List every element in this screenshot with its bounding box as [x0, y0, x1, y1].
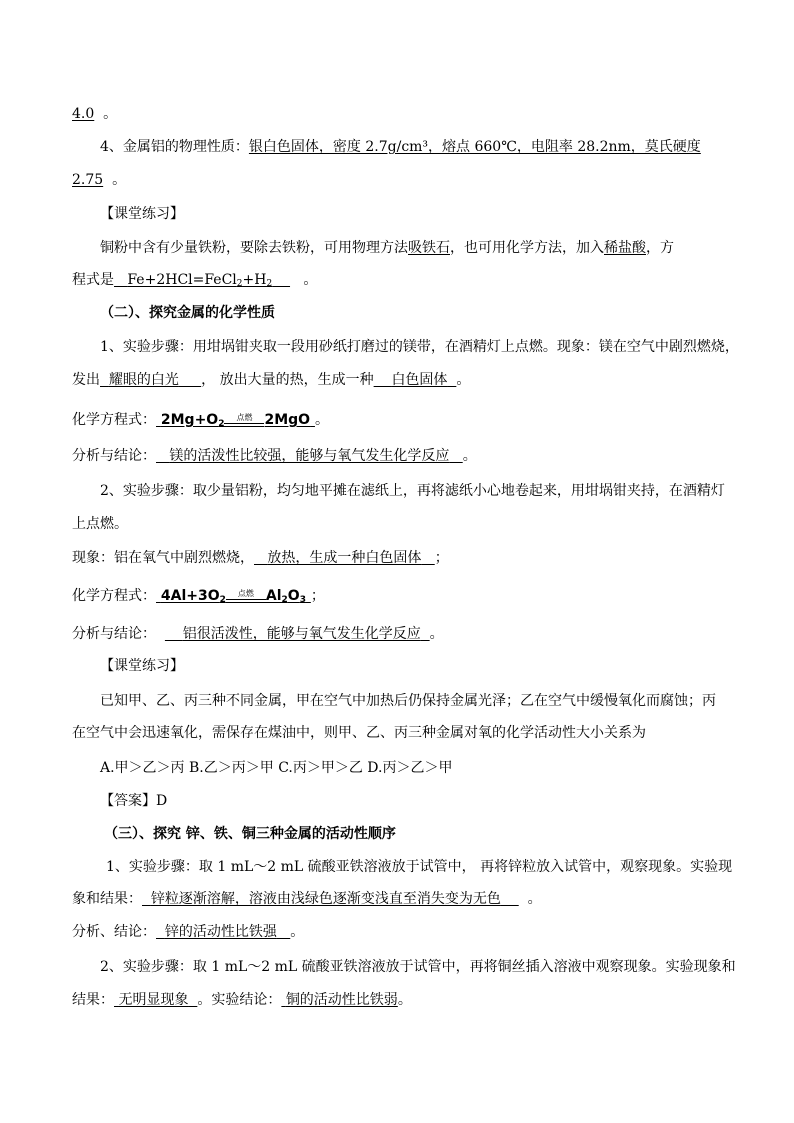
- answer-blank: $Fe+2HCl=FeCl_2+H_2$: [127, 272, 273, 289]
- answer-blank: 吸铁石: [408, 240, 450, 256]
- line-hardness-end: 2.75 。: [72, 172, 127, 188]
- section-heading-2: （二）、探究金属的化学性质: [100, 305, 275, 321]
- answer-blank: 镁的活泼性比较强，能够与氧气发生化学反应: [169, 448, 450, 464]
- answer-blank: 白色固体: [391, 372, 448, 388]
- line-equation-fe: 程式是 $Fe+2HCl=FeCl_2+H_2$ 。: [72, 272, 318, 289]
- line-al-phenomenon: 现象：铝在氧气中剧烈燃烧， 放热，生成一种白色固体 ；: [72, 550, 449, 566]
- line-zn-result: 象和结果： 锌粒逐渐溶解，溶液由浅绿色逐渐变浅直至消失变为无色 。: [72, 891, 542, 907]
- line-aluminum-properties: 4、金属铝的物理性质：银白色固体，密度 2.7g/cm³，熔点 660℃，电阻率 28.2nm，莫氏硬度: [100, 139, 701, 155]
- line-zn-step: 1、实验步骤：取 1 mL～2 mL 硫酸亚铁溶液放于试管中， 再将锌粒放入试管中，观察现象。实验现: [106, 859, 733, 875]
- practice-heading: 【课堂练习】: [100, 206, 184, 222]
- answer-blank: 4.0: [72, 106, 95, 122]
- answer-blank: 银白色固体，密度 2.7g/cm³，熔点 660℃，电阻率 28.2nm，莫氏硬度: [248, 139, 701, 155]
- line-al-conclusion: 分析与结论： 铝很活泼性，能够与氧气发生化学反应 。: [72, 626, 444, 642]
- answer-blank: 稀盐酸: [604, 240, 646, 256]
- line-question: 已知甲、乙、丙三种不同金属，甲在空气中加热后仍保持金属光泽；乙在空气中缓慢氧化而腐蚀；丙: [100, 693, 716, 709]
- line-mg-equation: 化学方程式： $2Mg+O_2$ 点燃 2MgO 。: [72, 410, 732, 434]
- line-hardness-value: 4.0 。: [72, 106, 118, 122]
- reaction-arrow: 点燃: [224, 414, 264, 434]
- line-cu-result: 结果： 无明显现象 。实验结论： 铜的活动性比铁弱。: [72, 992, 412, 1008]
- answer-blank: 锌粒逐渐溶解，溶液由浅绿色逐渐变浅直至消失变为无色: [150, 891, 501, 907]
- answer-blank: 2.75: [72, 172, 104, 188]
- answer-blank: 无明显现象: [118, 992, 189, 1008]
- line-cu-step: 2、实验步骤：取 1 mL～2 mL 硫酸亚铁溶液放于试管中，再将铜丝插入溶液中观察现象。实验现象和: [100, 959, 736, 975]
- answer-blank: 铜的活动性比铁弱: [285, 992, 398, 1008]
- line-options: A.甲＞乙＞丙 B.乙＞丙＞甲 C.丙＞甲＞乙 D.丙＞乙＞甲: [100, 760, 453, 776]
- line-al-step-cont: 上点燃。: [72, 516, 128, 532]
- answer-blank: $4Al+3O_2$ 点燃 $Al_2O_3$: [156, 588, 311, 604]
- answer-blank: 耀眼的白光: [108, 372, 179, 388]
- answer-blank: $2Mg+O_2$ 点燃 2MgO: [156, 412, 315, 428]
- reaction-arrow: 点燃: [226, 590, 266, 610]
- line-mg-result: 发出 耀眼的白光 ， 放出大量的热，生成一种 白色固体 。: [72, 372, 471, 388]
- section-heading-3: （三）、探究 锌、铁、铜三种金属的活动性顺序: [104, 826, 396, 842]
- line-mg-conclusion: 分析与结论： 镁的活泼性比较强，能够与氧气发生化学反应 。: [72, 448, 477, 464]
- line-answer: 【答案】D: [100, 793, 168, 809]
- line-copper-iron: 铜粉中含有少量铁粉，要除去铁粉，可用物理方法吸铁石，也可用化学方法，加入稀盐酸，方: [100, 240, 674, 256]
- answer-blank: 放热，生成一种白色固体: [267, 550, 422, 566]
- line-question-cont: 在空气中会迅速氧化，需保存在煤油中，则甲、乙、丙三种金属对氧的化学活动性大小关系为: [72, 725, 646, 741]
- practice-heading: 【课堂练习】: [100, 658, 184, 674]
- answer-blank: 铝很活泼性，能够与氧气发生化学反应: [182, 626, 421, 642]
- line-zn-conclusion: 分析、结论： 锌的活动性比铁强 。: [72, 924, 305, 940]
- line-mg-step: 1、实验步骤：用坩埚钳夹取一段用砂纸打磨过的镁带，在酒精灯上点燃。现象：镁在空气中剧烈燃烧，: [100, 339, 739, 355]
- line-al-equation: 化学方程式： $4Al+3O_2$ 点燃 $Al_2O_3$ ；: [72, 586, 732, 610]
- line-al-step: 2、实验步骤：取少量铝粉，均匀地平摊在滤纸上，再将滤纸小心地卷起来，用坩埚钳夹持，在酒精灯: [100, 483, 725, 499]
- answer-blank: 锌的活动性比铁强: [164, 924, 277, 940]
